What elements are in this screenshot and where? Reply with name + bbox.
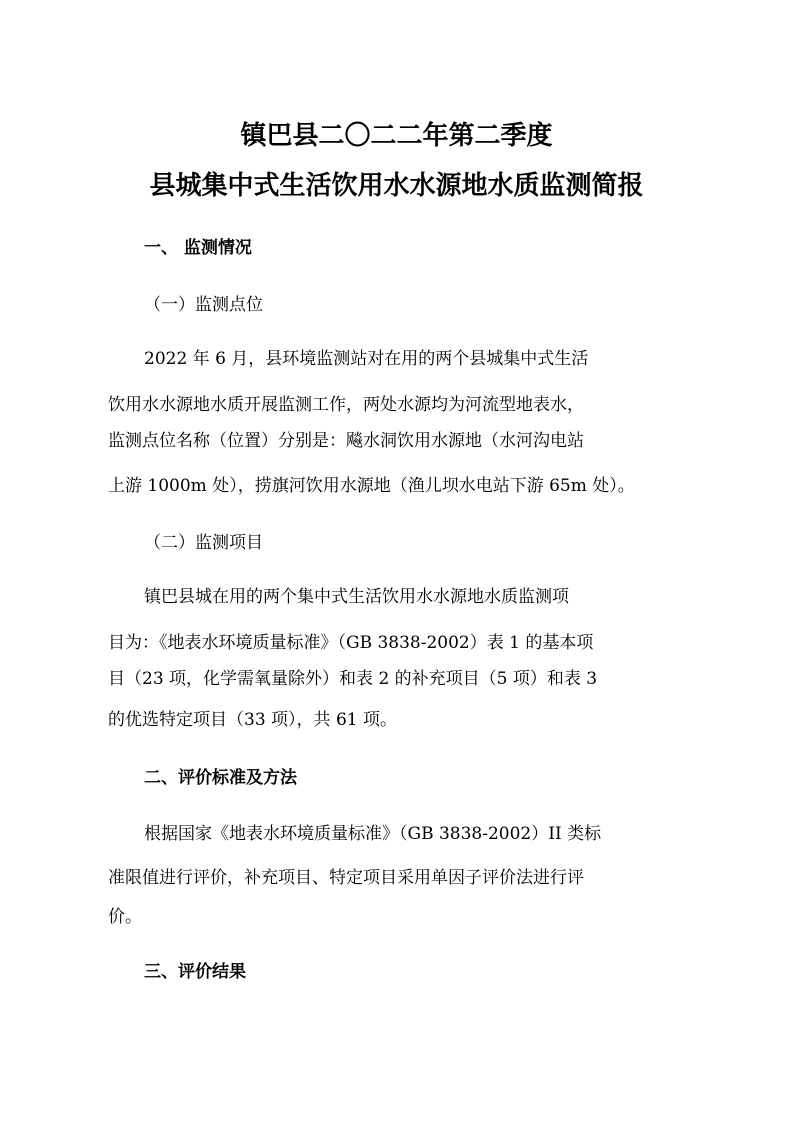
paragraph-line: 镇巴县城在用的两个集中式生活饮用水水源地水质监测项 — [144, 587, 569, 607]
paragraph-line: 价。 — [108, 907, 142, 927]
subsection-heading-items: （二）监测项目 — [144, 533, 263, 553]
paragraph-line: 饮用水水源地水质开展监测工作，两处水源均为河流型地表水， — [108, 395, 584, 415]
paragraph-line: 2022 年 6 月，县环境监测站对在用的两个县城集中式生活 — [144, 349, 589, 369]
document-title-line-1: 镇巴县二〇二二年第二季度 — [240, 121, 553, 151]
paragraph-line: 目（23 项，化学需氧量除外）和表 2 的补充项目（5 项）和表 3 — [108, 669, 598, 689]
paragraph-line: 目为：《地表水环境质量标准》（GB 3838-2002）表 1 的基本项 — [108, 633, 594, 653]
section-heading-standards: 二、评价标准及方法 — [144, 768, 297, 788]
subsection-heading-points: （一）监测点位 — [144, 295, 263, 315]
paragraph-line: 监测点位名称（位置）分别是：飚水洞饮用水源地（水河沟电站 — [108, 431, 584, 451]
section-heading-results: 三、评价结果 — [144, 962, 246, 982]
paragraph-line: 准限值进行评价，补充项目、特定项目采用单因子评价法进行评 — [108, 868, 584, 888]
section-heading-monitoring: 一、 监测情况 — [144, 238, 252, 258]
paragraph-line: 上游 1000m 处），捞旗河饮用水源地（渔儿坝水电站下游 65m 处）。 — [108, 476, 635, 496]
paragraph-line: 根据国家《地表水环境质量标准》（GB 3838-2002）II 类标 — [144, 824, 602, 844]
document-title-line-2: 县城集中式生活饮用水水源地水质监测简报 — [149, 171, 644, 201]
paragraph-line: 的优选特定项目（33 项），共 61 项。 — [108, 710, 397, 730]
